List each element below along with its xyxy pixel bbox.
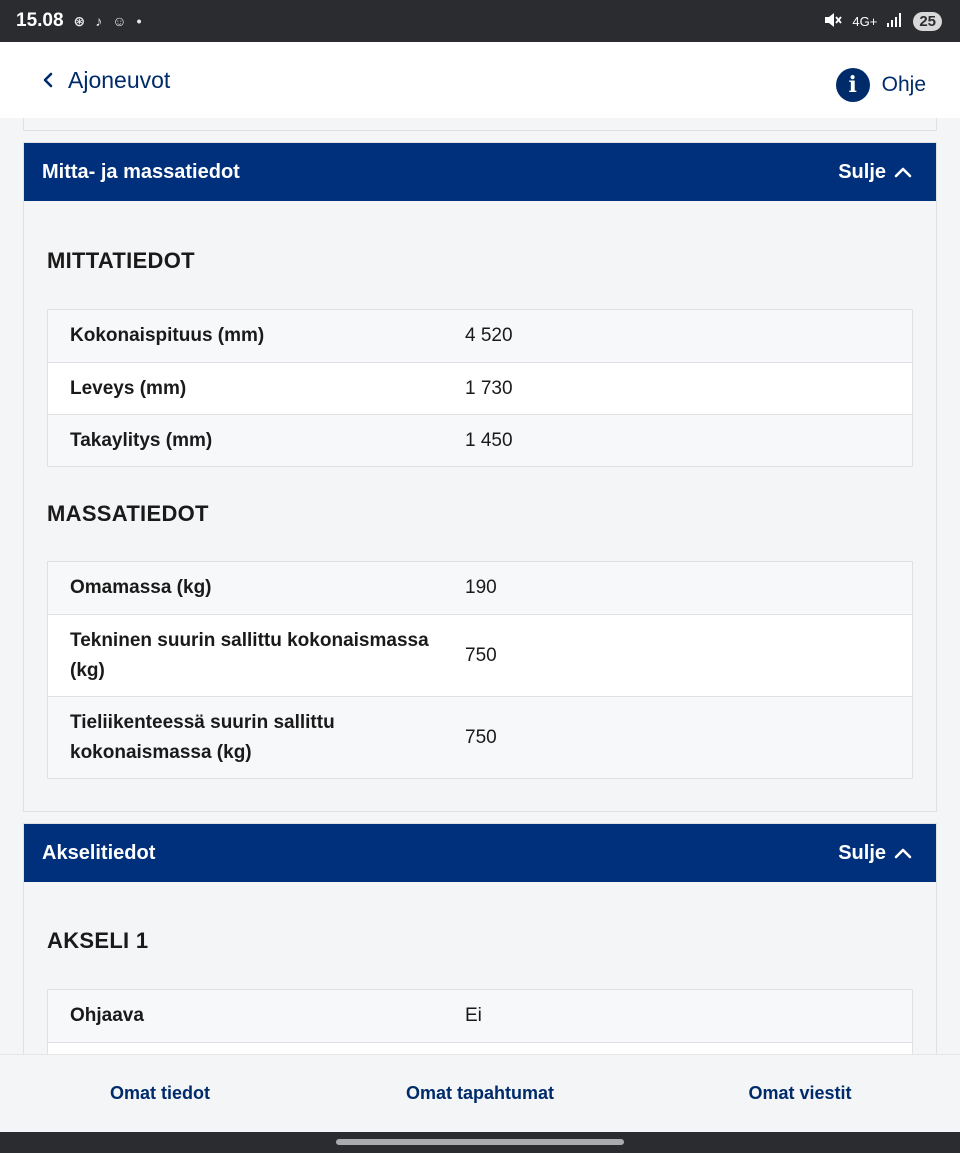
row-value: 4 520 bbox=[465, 325, 513, 346]
collapse-toggle[interactable] bbox=[838, 161, 912, 184]
table-row bbox=[48, 696, 912, 778]
row-label: Leveys (mm) bbox=[70, 377, 187, 399]
section-dimensions-masses bbox=[23, 142, 937, 812]
nav-my-messages[interactable]: Omat viestit bbox=[748, 1083, 852, 1103]
row-value: 750 bbox=[465, 644, 497, 666]
row-label: Ohjaava bbox=[70, 1005, 144, 1026]
collapse-label: Sulje bbox=[838, 160, 886, 183]
previous-card-edge bbox=[23, 118, 937, 131]
row-label: Tekninen suurin sallittu kokonaismassa (kg) bbox=[70, 629, 429, 681]
back-label: Ajoneuvot bbox=[68, 66, 171, 93]
row-value: 1 450 bbox=[465, 429, 513, 451]
status-bar bbox=[0, 0, 960, 42]
masses-table bbox=[47, 561, 913, 779]
status-time: 15.08 bbox=[16, 10, 64, 31]
system-gesture-bar bbox=[0, 1132, 960, 1153]
network-label: 4G+ bbox=[852, 13, 878, 29]
nav-my-events[interactable]: Omat tapahtumat bbox=[405, 1083, 555, 1103]
notification-icon: ⊛ bbox=[73, 12, 86, 29]
row-value: 190 bbox=[465, 577, 497, 598]
home-gesture-handle[interactable] bbox=[336, 1139, 624, 1145]
chevron-left-icon bbox=[40, 67, 56, 94]
table-row bbox=[48, 310, 912, 362]
battery-indicator: 25 bbox=[913, 12, 942, 31]
row-value: Ei bbox=[465, 1005, 482, 1026]
row-label: Takaylitys (mm) bbox=[70, 429, 213, 451]
section-axles bbox=[23, 823, 937, 1054]
row-label: Omamassa (kg) bbox=[70, 577, 212, 598]
info-icon: i bbox=[836, 68, 870, 102]
table-row bbox=[48, 362, 912, 414]
section-header-axles[interactable] bbox=[24, 824, 936, 882]
table-row bbox=[48, 414, 912, 466]
dimensions-table bbox=[47, 309, 913, 467]
more-notifications-dot-icon: • bbox=[136, 13, 142, 29]
row-label: Tieliikenteessä suurin sallittu kokonaismassa (kg) bbox=[70, 711, 335, 763]
chevron-up-icon bbox=[894, 847, 912, 859]
nav-my-info[interactable]: Omat tiedot bbox=[109, 1083, 210, 1103]
mute-icon bbox=[824, 12, 842, 31]
table-row bbox=[48, 990, 912, 1042]
section-header-dimensions-masses[interactable] bbox=[24, 143, 936, 201]
group-heading-masses: MASSATIEDOT bbox=[47, 501, 209, 526]
row-label: Kokonaispituus (mm) bbox=[70, 325, 265, 346]
section-title: Mitta- ja massatiedot bbox=[42, 160, 240, 183]
chevron-up-icon bbox=[894, 166, 912, 178]
snapchat-icon: ☺ bbox=[112, 13, 127, 29]
group-heading-dimensions: MITTATIEDOT bbox=[47, 248, 195, 273]
row-value: 750 bbox=[465, 726, 497, 748]
signal-icon bbox=[887, 13, 903, 30]
help-button[interactable] bbox=[836, 68, 926, 102]
row-value: 1 730 bbox=[465, 377, 513, 399]
help-label: Ohje bbox=[881, 73, 926, 96]
table-row bbox=[48, 1042, 912, 1054]
axle-table bbox=[47, 989, 913, 1054]
bottom-nav bbox=[0, 1054, 960, 1132]
table-row bbox=[48, 614, 912, 696]
collapse-toggle[interactable] bbox=[838, 842, 912, 865]
back-button[interactable] bbox=[40, 67, 170, 94]
top-nav bbox=[0, 42, 960, 118]
group-heading-axle-1: AKSELI 1 bbox=[47, 928, 149, 953]
content-area[interactable] bbox=[0, 118, 960, 1054]
tiktok-icon: ♪ bbox=[95, 13, 103, 29]
section-title: Akselitiedot bbox=[42, 841, 156, 864]
collapse-label: Sulje bbox=[838, 841, 886, 864]
table-row bbox=[48, 562, 912, 614]
